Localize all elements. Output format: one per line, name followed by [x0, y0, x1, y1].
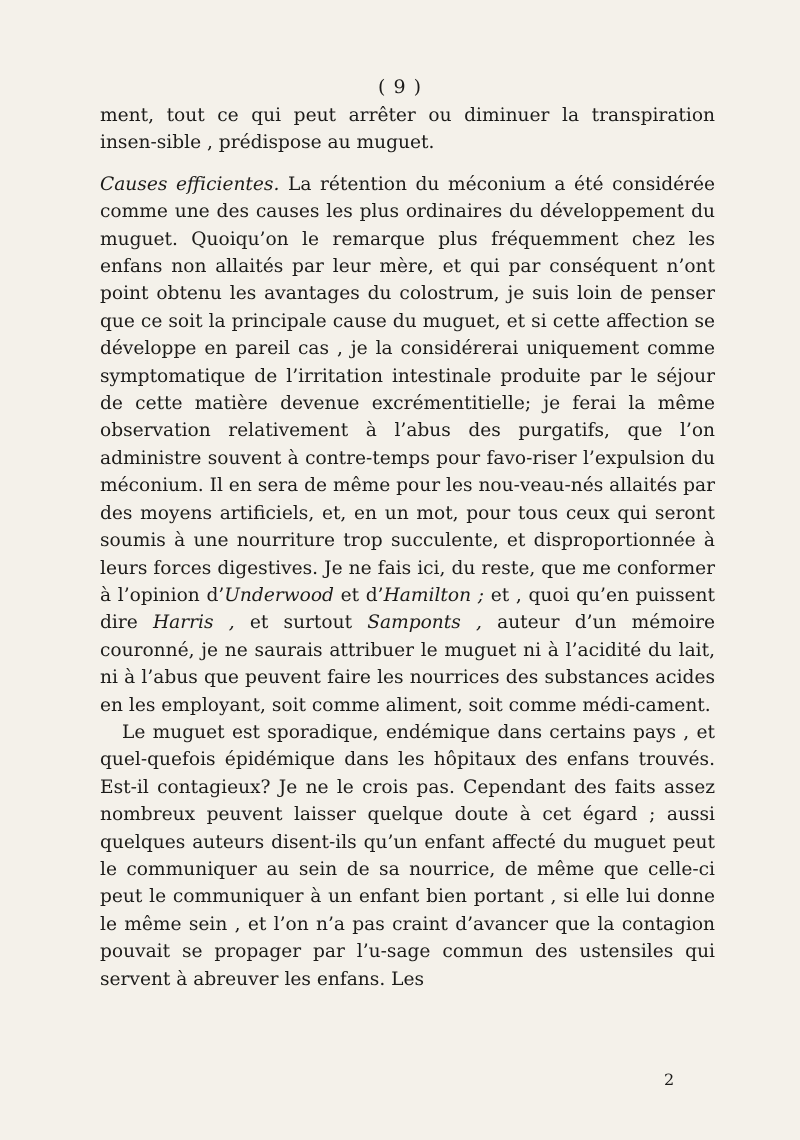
signature-mark: 2: [664, 1070, 675, 1089]
text-segment: et , quoi qu’en puissent dire: [100, 584, 715, 634]
author-name-hamilton: Hamilton ;: [383, 584, 485, 606]
body-text: [100, 102, 715, 993]
page-number: ( 9 ): [378, 76, 422, 98]
author-name-samponts: Samponts ,: [367, 612, 482, 634]
author-name-underwood: Underwood: [224, 584, 334, 606]
paragraph-continuation: [100, 102, 715, 157]
author-name-harris: Harris ,: [152, 612, 235, 634]
paragraph-gap: [100, 157, 715, 171]
text-segment: ment, tout ce qui peut arrêter ou diminuer la transpiration insen-sible , prédispose au muguet.: [100, 105, 715, 154]
text-segment: et d’: [333, 584, 384, 606]
text-segment: Le muguet est sporadique, endémique dans certains pays , et quel-quefois épidémique dans les hôpitaux des enfans trouvés. Est-il contagieux? Je ne le crois pas. Cependant des faits assez nombreux peuvent laisser quelque doute à cet égard ; aussi quelques auteurs disent-ils qu’un enfant affecté du muguet peut le communiquer au sein de sa nourrice, de même que celle-ci peut le communiquer à un enfant bien portant , si elle lui donne le même sein , et l’on n’a pas craint d’avancer que la contagion pouvait se propager par l’u-sage commun des ustensiles qui servent à abreuver les enfans. Les: [100, 721, 715, 990]
paragraph-causes-efficientes: [100, 171, 715, 719]
paragraph-sporadique: [100, 719, 715, 993]
section-heading-italic: Causes efficientes.: [100, 173, 280, 195]
text-segment: auteur d’un mémoire couronné, je ne saurais attribuer le muguet ni à l’acidité du lait, ni à l’abus que peuvent faire les nourrices des substances acides en les employant, soit comme aliment, soit comme médi-cament.: [100, 612, 715, 716]
text-segment: La rétention du méconium a été considérée comme une des causes les plus ordinaires du développement du muguet. Quoiqu’on le remarque plus fréquemment chez les enfans non allaités par leur mère, et qui par conséquent n’ont point obtenu les avantages du colostrum, je suis loin de penser que ce soit la principale cause du muguet, et si cette affection se développe en pareil cas , je la considérerai uniquement comme symptomatique de l’irritation intestinale produite par le séjour de cette matière devenue excrémentitielle; je ferai la même observation relativement à l’abus des purgatifs, que l’on administre souvent à contre-temps pour favo-riser l’expulsion du méconium. Il en sera de même pour les nou-veau-nés allaités par des moyens artificiels, et, en un mot, pour tous ceux qui seront soumis à une nourriture trop succulente, et disproportionnée à leurs forces digestives. Je ne fais ici, du reste, que me conformer à l’opinion d’: [100, 173, 715, 606]
text-segment: et surtout: [234, 612, 368, 634]
